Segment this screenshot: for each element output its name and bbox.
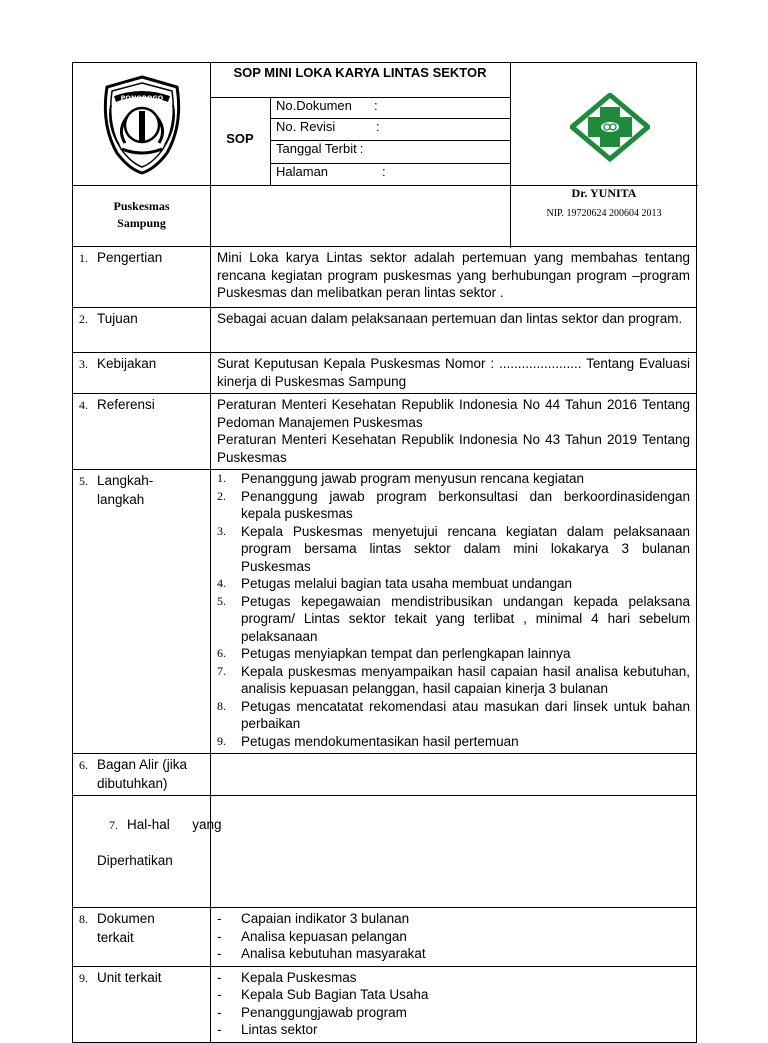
label-kebijakan: 3. Kebijakan	[73, 353, 211, 394]
sop-body-table	[72, 246, 697, 1043]
content-unit-terkait	[211, 966, 697, 1042]
list-item: - Analisa kepuasan pelangan	[217, 928, 407, 944]
meta-no-revisi: No. Revisi :	[276, 119, 380, 134]
content-hal-hal	[211, 796, 697, 908]
sop-document	[72, 62, 697, 1043]
label-unit-terkait: 9. Unit terkait	[73, 966, 211, 1042]
list-item: - Capaian indikator 3 bulanan	[217, 911, 410, 926]
sop-header	[72, 62, 697, 247]
row-kebijakan	[73, 353, 697, 394]
meta-halaman: Halaman :	[276, 164, 386, 179]
step-item: 3. Kepala Puskesmas menyetujui rencana kegiatan dalam pelaksanaan program bersama lintas sektor dalam mini lokakarya 3 bulanan Puskesmas	[217, 523, 690, 574]
svg-text:PONOROGO: PONOROGO	[120, 94, 164, 102]
list-item: - Kepala Puskesmas	[217, 969, 357, 985]
head-nip: NIP. 19720624 200604 2013	[546, 208, 662, 219]
head-name: Dr. YUNITA	[571, 186, 637, 200]
content-tujuan: Sebagai acuan dalam pelaksanaan pertemuan dan lintas sektor dan program.	[211, 308, 697, 353]
meta-no-dokumen: No.Dokumen :	[276, 98, 378, 113]
content-langkah	[211, 470, 697, 754]
content-kebijakan: Surat Keputusan Kepala Puskesmas Nomor : ...................... Tentang Evaluasi kinerja di Puskesmas Sampung	[211, 353, 697, 394]
label-referensi: 4. Referensi	[73, 394, 211, 470]
label-hal-hal: 7. Hal-hal yang Diperhatikan	[73, 796, 211, 908]
list-item: - Analisa kebutuhan masyarakat	[217, 946, 426, 961]
referensi-item: Peraturan Menteri Kesehatan Republik Indonesia No 44 Tahun 2016 Tentang Pedoman Manajemen Puskesmas	[217, 397, 690, 430]
list-item: - Lintas sektor	[217, 1022, 318, 1037]
row-bagan-alir	[73, 754, 697, 796]
organization-name: Puskesmas Sampung	[113, 199, 170, 230]
row-dokumen-terkait	[73, 908, 697, 967]
step-item: 8. Petugas mencatatat rekomendasi atau masukan dari linsek untuk bahan perbaikan	[217, 698, 690, 731]
label-bagan-alir: 6. Bagan Alir (jika dibutuhkan)	[73, 754, 211, 796]
row-langkah	[73, 470, 697, 754]
step-item: 5. Petugas kepegawaian mendistribusikan undangan kepada pelaksana program/ Lintas sektor tekait yang terlibat , minimal 4 hari sebelum pelaksanaan	[217, 593, 690, 644]
step-item: 6. Petugas menyiapkan tempat dan perlengkapan lainnya	[217, 646, 571, 661]
row-tujuan	[73, 308, 697, 353]
row-unit-terkait	[73, 966, 697, 1042]
row-hal-hal	[73, 796, 697, 908]
sop-title: SOP MINI LOKA KARYA LINTAS SEKTOR	[233, 65, 487, 80]
content-bagan-alir	[211, 754, 697, 796]
content-dokumen-terkait	[211, 908, 697, 967]
list-item: - Penanggungjawab program	[217, 1004, 407, 1020]
content-referensi	[211, 394, 697, 470]
step-item: 4. Petugas melalui bagian tata usaha membuat undangan	[217, 576, 572, 591]
ponorogo-seal-logo	[97, 75, 187, 175]
label-tujuan: 2. Tujuan	[73, 308, 211, 353]
sop-label: SOP	[226, 131, 254, 146]
referensi-item: Peraturan Menteri Kesehatan Republik Indonesia No 43 Tahun 2019 Tentang Puskesmas	[217, 432, 690, 465]
label-langkah: 5. Langkah- langkah	[73, 470, 211, 754]
row-referensi	[73, 394, 697, 470]
meta-tanggal-terbit: Tanggal Terbit :	[276, 141, 364, 156]
step-item: 2. Penanggung jawab program berkonsultasi dan berkoordinasidengan kepala puskesmas	[217, 488, 690, 521]
row-pengertian	[73, 247, 697, 308]
step-item: 9. Petugas mendokumentasikan hasil pertemuan	[217, 733, 519, 749]
label-pengertian: 1. Pengertian	[73, 247, 211, 308]
content-pengertian: Mini Loka karya Lintas sektor adalah pertemuan yang membahas tentang rencana kegiatan program puskesmas yang berhubungan program –program Puskesmas dan melibatkan peran lintas sektor .	[211, 247, 697, 308]
label-dokumen-terkait: 8. Dokumen terkait	[73, 908, 211, 967]
puskesmas-logo	[570, 93, 650, 163]
step-item: 1. Penanggung jawab program menyusun rencana kegiatan	[217, 471, 584, 486]
list-item: - Kepala Sub Bagian Tata Usaha	[217, 987, 429, 1002]
step-item: 7. Kepala puskesmas menyampaikan hasil capaian hasil analisa kebutuhan, analisis kepuasan pelanggan, hasil capaian kinerja 3 bulanan	[217, 663, 690, 696]
